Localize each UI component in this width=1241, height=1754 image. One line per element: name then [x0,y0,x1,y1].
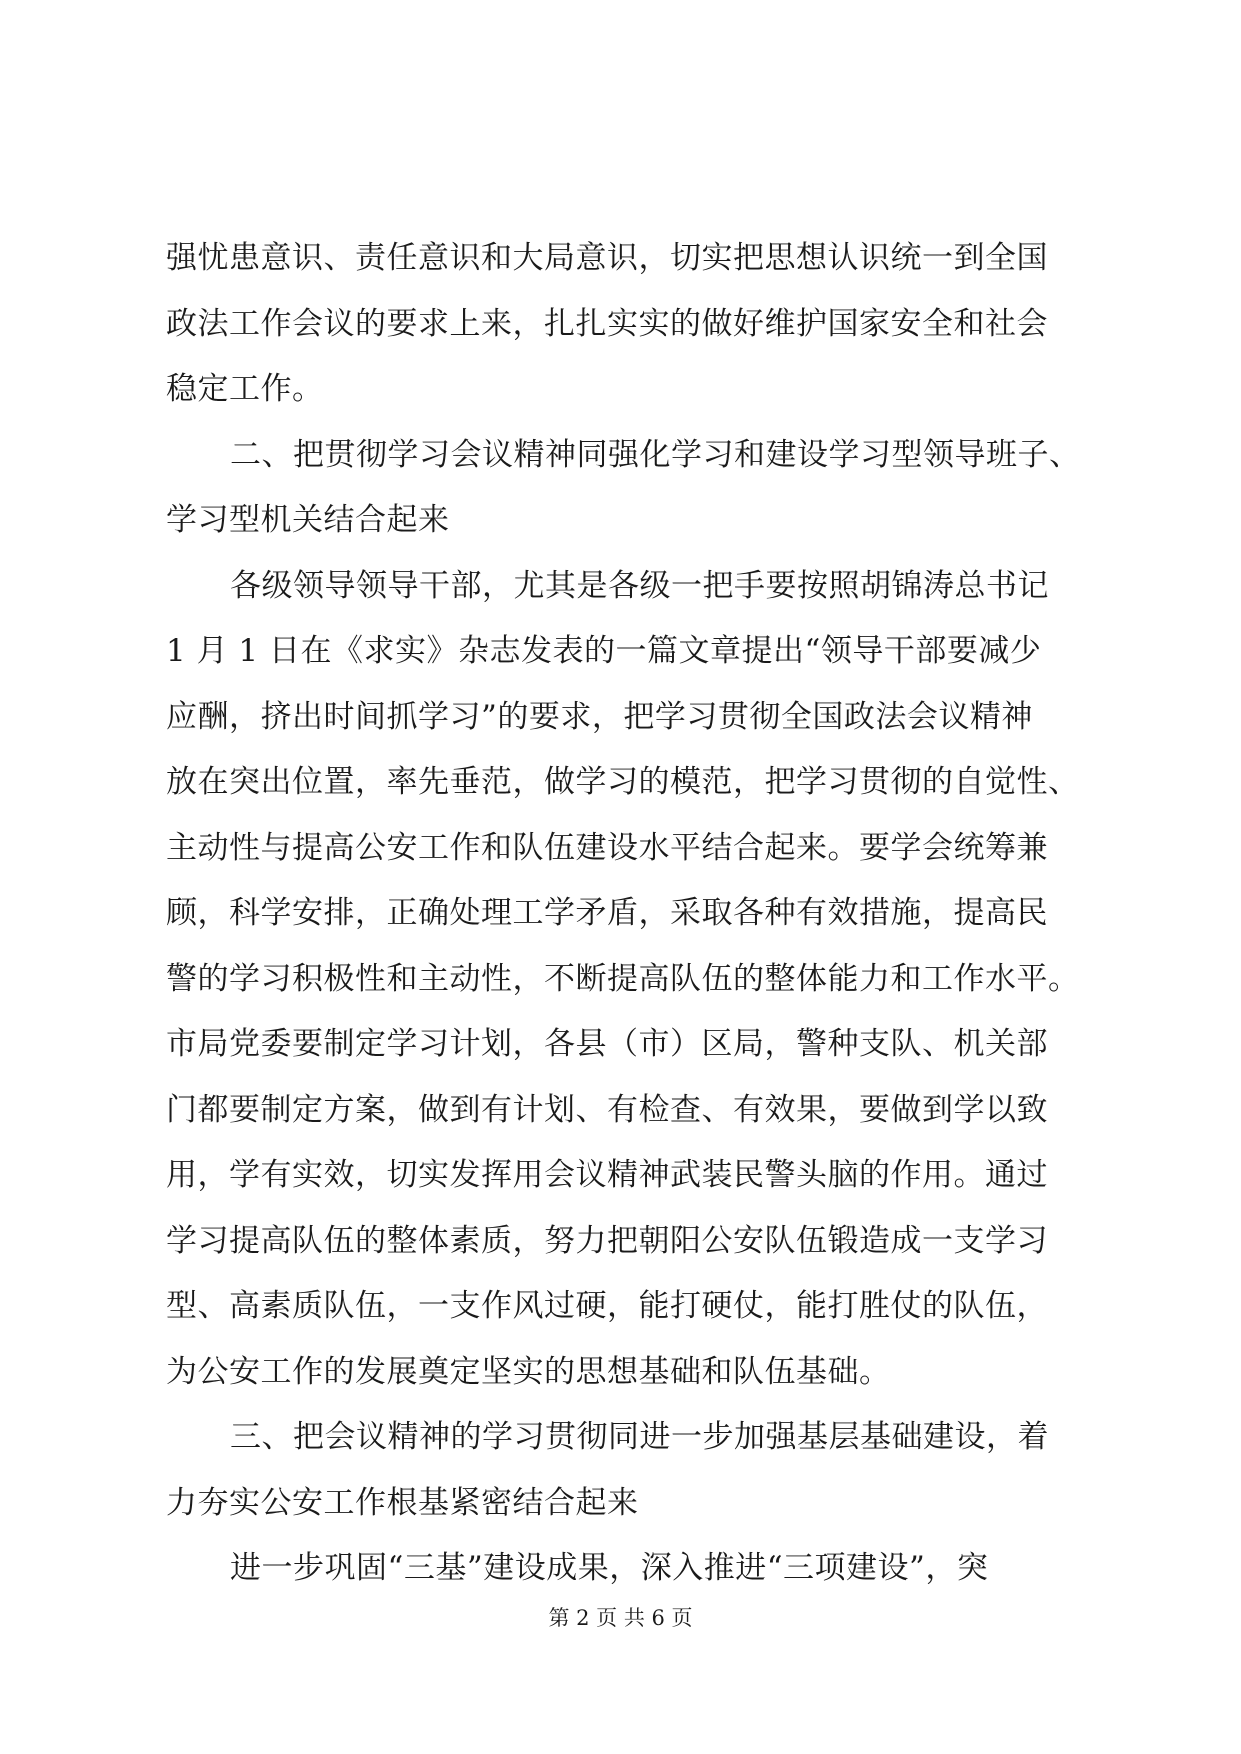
text-line: 应酬，挤出时间抓学习”的要求，把学习贯彻全国政法会议精神 [166,698,1033,735]
text-line: 稳定工作。 [166,371,324,407]
text-line: 强忧患意识、责任意识和大局意识，切实把思想认识统一到全国 [166,240,1048,276]
text-line: 门都要制定方案，做到有计划、有检查、有效果，要做到学以致 [166,1091,1048,1128]
page-footer [0,1603,1241,1633]
text-line: 主动性与提高公安工作和队伍建设水平结合起来。要学会统筹兼 [166,829,1048,866]
text-line: 顾，科学安排，正确处理工学矛盾，采取各种有效措施，提高民 [166,895,1048,931]
text-line: 学习提高队伍的整体素质，努力把朝阳公安队伍锻造成一支学习 [166,1222,1048,1259]
text-line: 1 月 1 日在《求实》杂志发表的一篇文章提出“领导干部要减少 [166,633,1042,669]
text-line: 政法工作会议的要求上来，扎扎实实的做好维护国家安全和社会 [166,305,1048,342]
section-heading-line: 二、把贯彻学习会议精神同强化学习和建设学习型领导班子、 [230,436,1081,473]
section-heading-line: 力夯实公安工作根基紧密结合起来 [166,1484,639,1521]
text-line: 放在突出位置，率先垂范，做学习的模范，把学习贯彻的自觉性、 [166,764,1080,800]
text-line: 市局党委要制定学习计划，各县（市）区局，警种支队、机关部 [166,1026,1048,1062]
body-text [166,226,1081,1602]
text-line: 用，学有实效，切实发挥用会议精神武装民警头脑的作用。通过 [166,1157,1048,1193]
section-heading-line: 学习型机关结合起来 [166,502,450,538]
text-line: 警的学习积极性和主动性，不断提高队伍的整体能力和工作水平。 [166,960,1080,997]
text-line: 为公安工作的发展奠定坚实的思想基础和队伍基础。 [166,1353,891,1390]
text-line: 各级领导领导干部，尤其是各级一把手要按照胡锦涛总书记 [230,567,1049,604]
text-line: 型、高素质队伍，一支作风过硬，能打硬仗，能打胜仗的队伍， [166,1288,1048,1324]
page-number-label: 第 2 页 共 6 页 [548,1606,693,1630]
text-line: 进一步巩固“三基”建设成果，深入推进“三项建设”，突 [230,1550,989,1586]
section-heading-line: 三、把会议精神的学习贯彻同进一步加强基层基础建设，着 [230,1419,1049,1455]
